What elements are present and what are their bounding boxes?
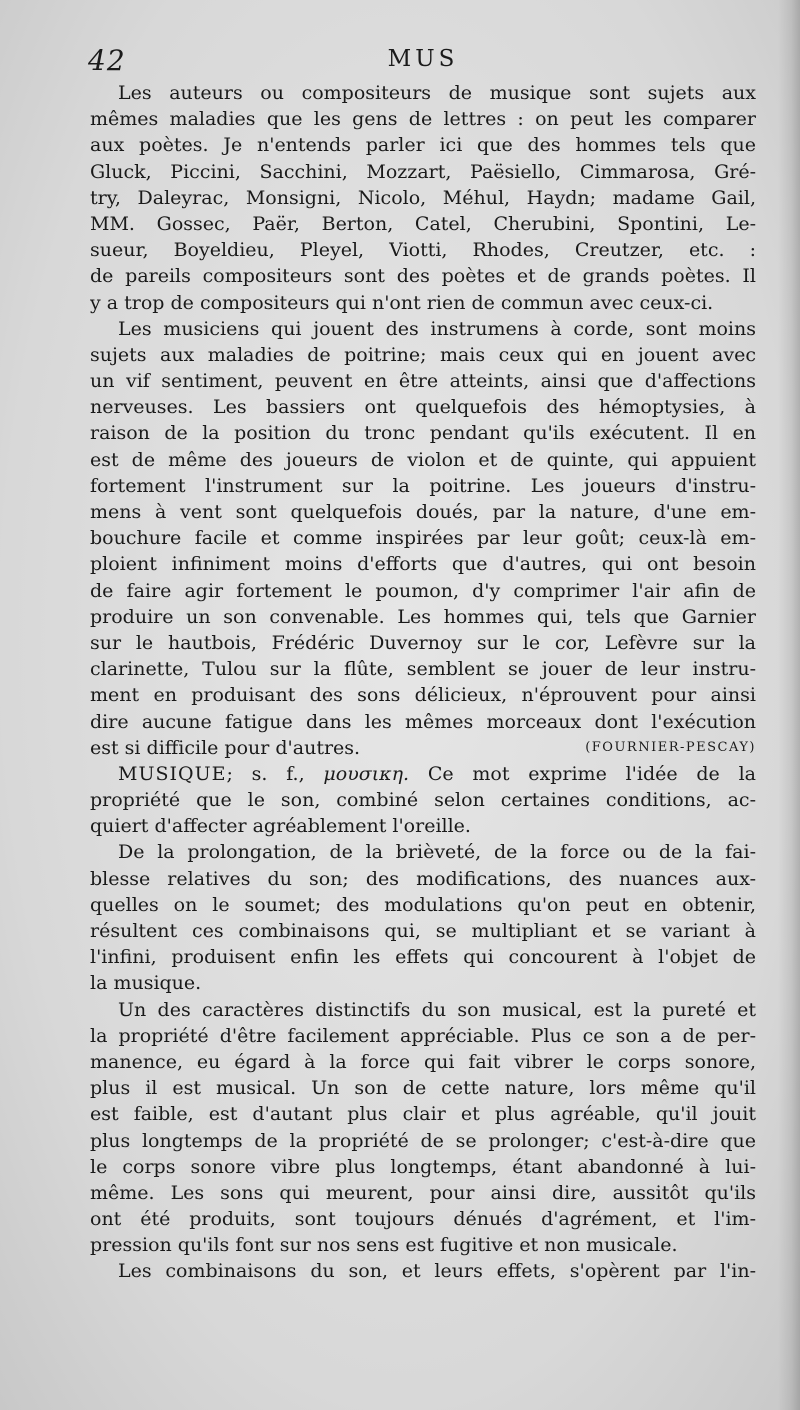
page-header [88, 44, 758, 84]
text-line: blesse relatives du son; des modifications, des nuances aux- [90, 867, 756, 890]
text-line: aux poètes. Je n'entends parler ici que des hommes tels que [90, 134, 756, 157]
text-line: ont été produits, sont toujours dénués d'agrément, et l'im- [90, 1208, 756, 1231]
text-line: l'infini, produisent enfin les effets qui concourent à l'objet de [90, 946, 756, 969]
text-line: sur le hautbois, Frédéric Duvernoy sur le cor, Lefèvre sur la [90, 631, 756, 654]
text-line: sueur, Boyeldieu, Pleyel, Viotti, Rhodes, Creutzer, etc. : [90, 239, 756, 262]
text-line: un vif sentiment, peuvent en être atteints, ainsi que d'affections [90, 370, 756, 393]
text-line: même. Les sons qui meurent, pour ainsi dire, aussitôt qu'ils [90, 1181, 756, 1204]
text-line: nerveuses. Les bassiers ont quelquefois des hémoptysies, à [90, 396, 756, 419]
text-line: mens à vent sont quelquefois doués, par la nature, d'une em- [90, 501, 756, 523]
text-line: MM. Gossec, Paër, Berton, Catel, Cherubini, Spontini, Le- [90, 212, 756, 235]
text-line: plus il est musical. Un son de cette nature, lors même qu'il [90, 1077, 756, 1100]
text-line: résultent ces combinaisons qui, se multipliant et se variant à [90, 920, 756, 942]
text-line: la propriété d'être facilement appréciable. Plus ce son a de per- [90, 1024, 756, 1047]
page-body [90, 80, 756, 1285]
entry-greek-word: μουσικη. [323, 762, 410, 785]
text-line: sujets aux maladies de poitrine; mais ceux qui en jouent avec [90, 343, 756, 366]
text-line: produire un son convenable. Les hommes qui, tels que Garnier [90, 605, 756, 628]
text-line: est de même des joueurs de violon et de quinte, qui appuient [90, 448, 756, 471]
text-line: try, Daleyrac, Monsigni, Nicolo, Méhul, Haydn; madame Gail, [90, 186, 756, 209]
text-line: propriété que le son, combiné selon certaines conditions, ac- [90, 789, 756, 812]
text-line: le corps sonore vibre plus longtemps, étant abandonné à lui- [90, 1155, 756, 1178]
text-line: manence, eu égard à la force qui fait vibrer le corps sonore, [90, 1050, 756, 1073]
text-line-with-signature [90, 735, 756, 761]
entry-definition-start: Ce mot exprime l'idée de la [427, 762, 756, 785]
page-number: 42 [88, 44, 126, 77]
text-line: De la prolongation, de la brièveté, de la force ou de la fai- [118, 841, 756, 864]
text-line: fortement l'instrument sur la poitrine. Les joueurs d'instru- [90, 474, 756, 497]
text-line: Gluck, Piccini, Sacchini, Mozzart, Paësiello, Cimmarosa, Gré- [90, 160, 756, 183]
text-line: ploient infiniment moins d'efforts que d'autres, qui ont besoin [90, 553, 756, 576]
page-gutter-shadow [778, 0, 800, 1410]
text-line: bouchure facile et comme inspirées par leur goût; ceux-là em- [90, 527, 756, 550]
text-line: clarinette, Tulou sur la flûte, semblent se jouer de leur instru- [90, 658, 756, 681]
text-line: plus longtemps de la propriété de se prolonger; c'est-à-dire que [90, 1129, 756, 1152]
entry-head-line [90, 761, 756, 787]
text-line: y a trop de compositeurs qui n'ont rien de commun avec ceux-ci. [90, 291, 714, 314]
text-line: la musique. [90, 972, 202, 995]
text-line: dire aucune fatigue dans les mêmes morceaux dont l'exécution [90, 710, 756, 733]
text-line-end: est si difficile pour d'autres. [90, 736, 361, 759]
text-line: ment en produisant des sons délicieux, n'éprouvent pour ainsi [90, 684, 756, 707]
text-line: Un des caractères distinctifs du son musical, est la pureté et [118, 998, 756, 1021]
text-line: raison de la position du tronc pendant qu'ils exécutent. Il en [90, 422, 756, 445]
entry-headword: MUSIQUE [118, 762, 227, 785]
text-line: quelles on le soumet; des modulations qu'on peut en obtenir, [90, 893, 756, 916]
text-line: Les musiciens qui jouent des instrumens à corde, sont moins [118, 317, 756, 340]
entry-grammar: ; s. f., [226, 762, 305, 785]
text-line: Les combinaisons du son, et leurs effets, s'opèrent par l'in- [118, 1260, 756, 1283]
text-line: de faire agir fortement le poumon, d'y comprimer l'air afin de [90, 579, 756, 602]
text-line: mêmes maladies que les gens de lettres : on peut les comparer [90, 108, 756, 131]
text-line: est faible, est d'autant plus clair et plus agréable, qu'il jouit [90, 1103, 756, 1126]
running-head: MUS [387, 46, 459, 72]
text-line: pression qu'ils font sur nos sens est fugitive et non musicale. [90, 1234, 678, 1257]
text-line: Les auteurs ou compositeurs de musique sont sujets aux [118, 82, 756, 104]
author-signature: (FOURNIER-PESCAY) [585, 739, 756, 755]
text-line: quiert d'affecter agréablement l'oreille. [90, 815, 471, 838]
text-line: de pareils compositeurs sont des poètes et de grands poètes. Il [90, 265, 756, 288]
